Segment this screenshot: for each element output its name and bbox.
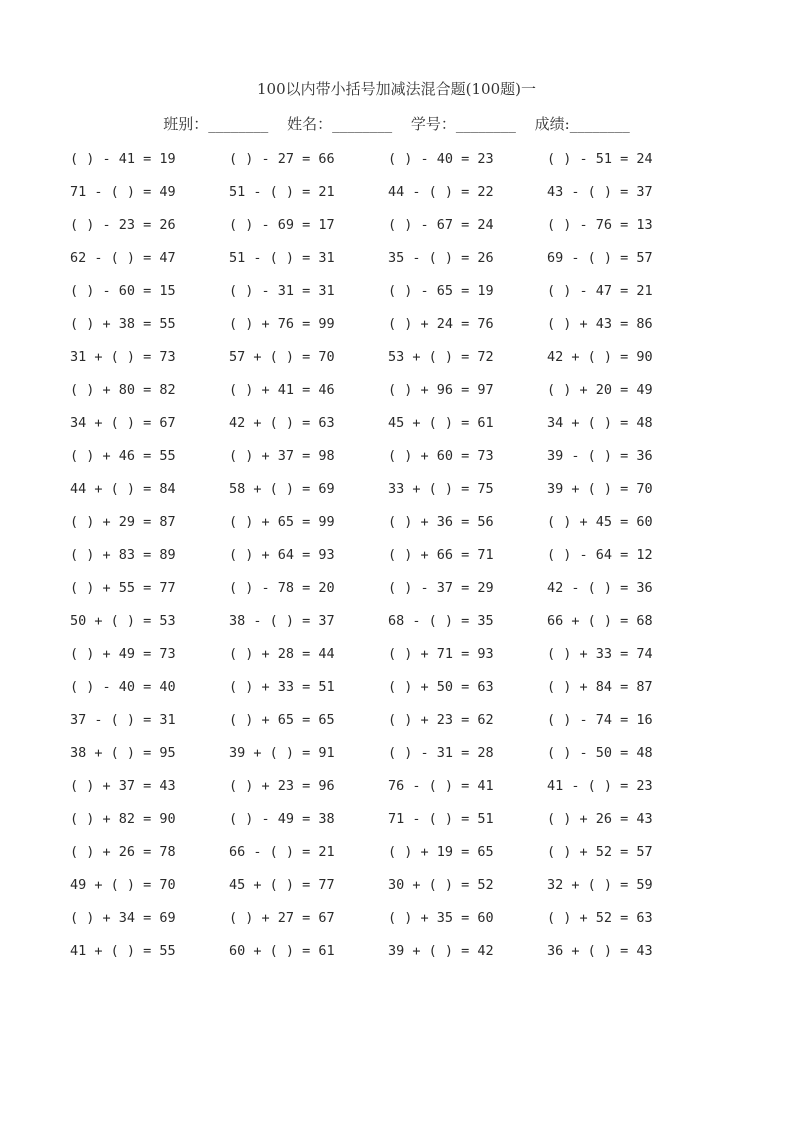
math-problem: 51 - ( ) = 31	[229, 249, 335, 266]
score-field[interactable]: 成绩:________	[534, 115, 630, 133]
math-problem: 39 + ( ) = 42	[388, 942, 494, 959]
math-problem: ( ) + 60 = 73	[388, 447, 494, 464]
math-problem: ( ) - 31 = 28	[388, 744, 494, 761]
math-problem: ( ) + 27 = 67	[229, 909, 335, 926]
math-problem: ( ) - 51 = 24	[547, 150, 653, 167]
math-problem: ( ) - 40 = 40	[70, 678, 176, 695]
math-problem: ( ) + 43 = 86	[547, 315, 653, 332]
math-problem: ( ) + 19 = 65	[388, 843, 494, 860]
name-field[interactable]: 姓名：________	[287, 115, 393, 133]
math-problem: ( ) + 96 = 97	[388, 381, 494, 398]
math-problem: ( ) + 37 = 43	[70, 777, 176, 794]
math-problem: ( ) - 47 = 21	[547, 282, 653, 299]
math-problem: 58 + ( ) = 69	[229, 480, 335, 497]
math-problem: 38 - ( ) = 37	[229, 612, 335, 629]
math-problem: 49 + ( ) = 70	[70, 876, 176, 893]
math-problem: ( ) + 52 = 57	[547, 843, 653, 860]
math-problem: ( ) + 33 = 74	[547, 645, 653, 662]
math-problem: ( ) + 41 = 46	[229, 381, 335, 398]
math-problem: ( ) + 28 = 44	[229, 645, 335, 662]
math-problem: 44 + ( ) = 84	[70, 480, 176, 497]
page-title: 100以内带小括号加减法混合题(100题)一	[257, 80, 536, 98]
math-problem: 39 + ( ) = 70	[547, 480, 653, 497]
math-problem: ( ) - 37 = 29	[388, 579, 494, 596]
math-problem: ( ) - 49 = 38	[229, 810, 335, 827]
math-problem: ( ) + 80 = 82	[70, 381, 176, 398]
math-problem: ( ) - 74 = 16	[547, 711, 653, 728]
math-problem: ( ) - 78 = 20	[229, 579, 335, 596]
math-problem: ( ) + 71 = 93	[388, 645, 494, 662]
math-problem: 34 + ( ) = 48	[547, 414, 653, 431]
math-problem: ( ) - 76 = 13	[547, 216, 653, 233]
math-problem: 66 - ( ) = 21	[229, 843, 335, 860]
math-problem: 69 - ( ) = 57	[547, 249, 653, 266]
math-problem: ( ) - 64 = 12	[547, 546, 653, 563]
math-problem: ( ) - 23 = 26	[70, 216, 176, 233]
math-problem: 76 - ( ) = 41	[388, 777, 494, 794]
math-problem: 44 - ( ) = 22	[388, 183, 494, 200]
math-problem: ( ) + 83 = 89	[70, 546, 176, 563]
math-problem: 62 - ( ) = 47	[70, 249, 176, 266]
math-problem: ( ) + 24 = 76	[388, 315, 494, 332]
math-problem: ( ) + 38 = 55	[70, 315, 176, 332]
math-problem: 66 + ( ) = 68	[547, 612, 653, 629]
math-problem: ( ) + 34 = 69	[70, 909, 176, 926]
math-problem: 57 + ( ) = 70	[229, 348, 335, 365]
math-problem: ( ) + 35 = 60	[388, 909, 494, 926]
math-problem: 71 - ( ) = 51	[388, 810, 494, 827]
math-problem: 38 + ( ) = 95	[70, 744, 176, 761]
math-problem: 42 + ( ) = 63	[229, 414, 335, 431]
math-problem: ( ) + 26 = 43	[547, 810, 653, 827]
math-problem: ( ) + 45 = 60	[547, 513, 653, 530]
math-problem: ( ) - 67 = 24	[388, 216, 494, 233]
math-problem: ( ) + 33 = 51	[229, 678, 335, 695]
math-problem: ( ) + 76 = 99	[229, 315, 335, 332]
math-problem: ( ) + 23 = 96	[229, 777, 335, 794]
math-problem: ( ) - 50 = 48	[547, 744, 653, 761]
math-problem: 37 - ( ) = 31	[70, 711, 176, 728]
math-problem: 32 + ( ) = 59	[547, 876, 653, 893]
student-info-line	[0, 113, 793, 135]
math-problem: 60 + ( ) = 61	[229, 942, 335, 959]
math-problem: ( ) - 41 = 19	[70, 150, 176, 167]
math-problem: ( ) + 49 = 73	[70, 645, 176, 662]
math-problem: 39 + ( ) = 91	[229, 744, 335, 761]
math-problem: ( ) + 23 = 62	[388, 711, 494, 728]
math-problem: 34 + ( ) = 67	[70, 414, 176, 431]
math-problem: ( ) - 31 = 31	[229, 282, 335, 299]
math-problem: ( ) + 66 = 71	[388, 546, 494, 563]
math-problem: ( ) + 65 = 99	[229, 513, 335, 530]
math-problem: ( ) + 52 = 63	[547, 909, 653, 926]
math-problem: 68 - ( ) = 35	[388, 612, 494, 629]
math-problem: 36 + ( ) = 43	[547, 942, 653, 959]
class-field[interactable]: 班别：________	[163, 115, 269, 133]
math-problem: 39 - ( ) = 36	[547, 447, 653, 464]
math-problem: 41 - ( ) = 23	[547, 777, 653, 794]
math-problem: 45 + ( ) = 61	[388, 414, 494, 431]
math-problem: 31 + ( ) = 73	[70, 348, 176, 365]
math-problem: ( ) + 37 = 98	[229, 447, 335, 464]
math-problem: ( ) - 40 = 23	[388, 150, 494, 167]
problem-grid	[70, 142, 730, 967]
math-problem: ( ) + 29 = 87	[70, 513, 176, 530]
math-problem: ( ) + 55 = 77	[70, 579, 176, 596]
math-problem: 43 - ( ) = 37	[547, 183, 653, 200]
math-problem: ( ) - 65 = 19	[388, 282, 494, 299]
math-problem: ( ) + 36 = 56	[388, 513, 494, 530]
math-problem: ( ) + 20 = 49	[547, 381, 653, 398]
math-problem: 41 + ( ) = 55	[70, 942, 176, 959]
math-problem: ( ) + 50 = 63	[388, 678, 494, 695]
math-problem: ( ) - 27 = 66	[229, 150, 335, 167]
math-problem: 42 + ( ) = 90	[547, 348, 653, 365]
student-id-field[interactable]: 学号：________	[410, 115, 516, 133]
math-problem: ( ) + 26 = 78	[70, 843, 176, 860]
math-problem: 71 - ( ) = 49	[70, 183, 176, 200]
math-problem: 35 - ( ) = 26	[388, 249, 494, 266]
math-problem: 53 + ( ) = 72	[388, 348, 494, 365]
math-problem: 33 + ( ) = 75	[388, 480, 494, 497]
math-problem: ( ) - 60 = 15	[70, 282, 176, 299]
math-problem: 45 + ( ) = 77	[229, 876, 335, 893]
math-problem: ( ) + 65 = 65	[229, 711, 335, 728]
math-problem: ( ) + 46 = 55	[70, 447, 176, 464]
math-problem: ( ) + 82 = 90	[70, 810, 176, 827]
math-problem: ( ) + 84 = 87	[547, 678, 653, 695]
math-problem: ( ) + 64 = 93	[229, 546, 335, 563]
math-problem: 42 - ( ) = 36	[547, 579, 653, 596]
math-problem: 51 - ( ) = 21	[229, 183, 335, 200]
math-problem: ( ) - 69 = 17	[229, 216, 335, 233]
math-problem: 50 + ( ) = 53	[70, 612, 176, 629]
math-problem: 30 + ( ) = 52	[388, 876, 494, 893]
